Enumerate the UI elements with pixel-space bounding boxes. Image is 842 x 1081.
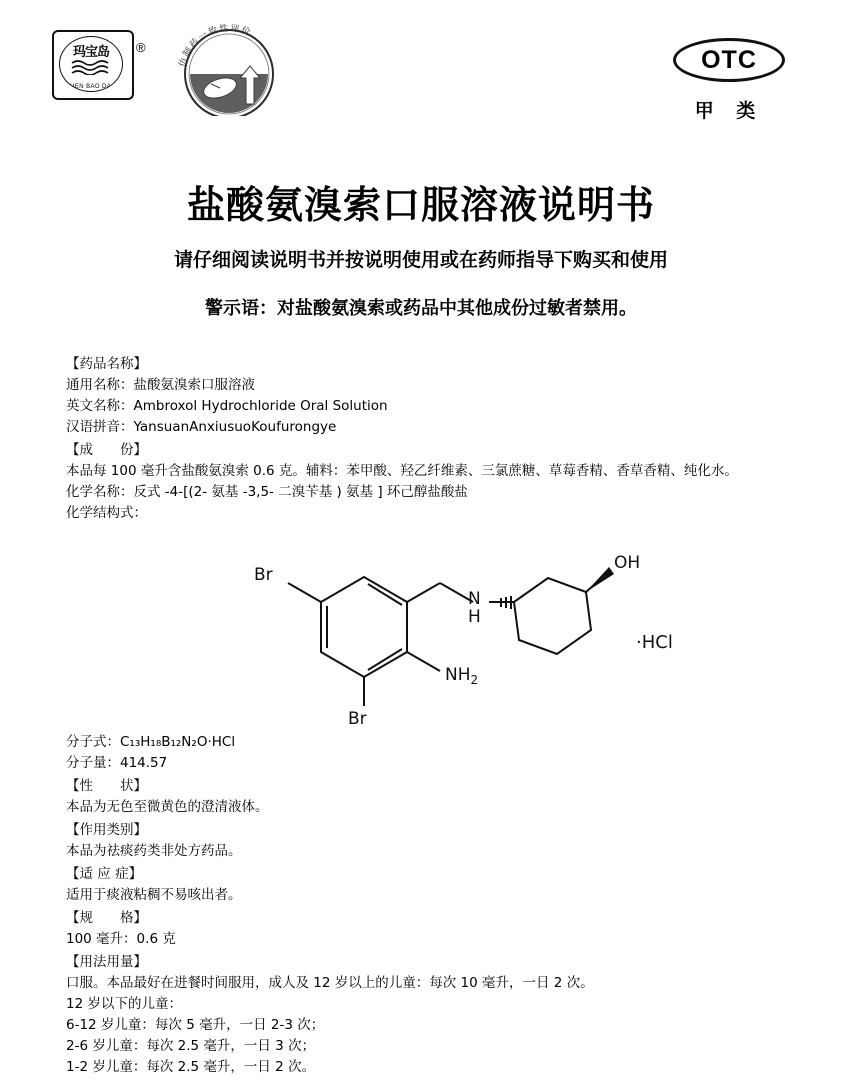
dosage-line-5: 1-2 岁儿童：每次 2.5 毫升，一日 2 次。	[66, 1059, 316, 1075]
spec-text: 100 毫升：0.6 克	[66, 931, 176, 947]
dosage-line-4: 2-6 岁儿童：每次 2.5 毫升，一日 3 次；	[66, 1038, 316, 1054]
otc-label: OTC	[673, 38, 785, 82]
category-text: 本品为祛痰药类非处方药品。	[66, 843, 242, 859]
label-nh-h: H	[468, 607, 481, 627]
dosage-line-1: 口服。本品最好在进餐时间服用，成人及 12 岁以上的儿童：每次 10 毫升，一日 2 次。	[66, 975, 594, 991]
logo-chinese-text: 玛宝岛	[72, 45, 109, 60]
chemical-name-row	[66, 482, 776, 503]
generic-name-row	[66, 375, 776, 396]
section-head-ingredients: 【成 份】	[66, 442, 147, 458]
registered-trademark-icon: ®	[136, 40, 146, 55]
label-br-bottom: Br	[348, 709, 367, 725]
dosage-line-3: 6-12 岁儿童：每次 5 毫升，一日 2-3 次；	[66, 1017, 325, 1033]
english-name-label: 英文名称：	[66, 398, 134, 414]
molecular-formula-row	[66, 732, 776, 753]
pinyin-value: YansuanAnxiusuoKoufurongye	[133, 419, 337, 435]
label-br-left: Br	[254, 565, 273, 585]
section-head-category: 【作用类别】	[66, 822, 147, 838]
molecular-weight-value: 414.57	[120, 755, 168, 771]
property-text: 本品为无色至微黄色的澄清液体。	[66, 799, 269, 815]
section-head-dosage: 【用法用量】	[66, 954, 147, 970]
molecular-weight-label: 分子量：	[66, 755, 120, 771]
label-hcl: ·HCl	[636, 632, 673, 653]
header	[0, 0, 842, 150]
label-nh2: $NH_2$	[445, 665, 479, 687]
section-head-property: 【性 状】	[66, 778, 147, 794]
generic-name-label: 通用名称：	[66, 377, 134, 393]
section-head-drug-name: 【药品名称】	[66, 356, 147, 372]
pinyin-row	[66, 417, 776, 438]
consistency-evaluation-seal	[170, 24, 288, 116]
structure-label: 化学结构式：	[66, 505, 147, 521]
english-name-row	[66, 396, 776, 417]
section-head-indication: 【适 应 症】	[66, 866, 143, 882]
title-block	[0, 174, 842, 320]
molecular-formula-value: C₁₃H₁₈B₁₂N₂O·HCl	[120, 734, 236, 750]
insert-body	[66, 354, 776, 1078]
logo-inner-circle	[59, 36, 123, 92]
molecular-weight-row	[66, 753, 776, 774]
logo-english-text: SHEN BAO DAO	[65, 84, 117, 90]
chemical-name-value: 反式 -4-[(2- 氨基 -3,5- 二溴苄基 ) 氨基 ] 环己醇盐酸盐	[133, 484, 468, 500]
page-title: 盐酸氨溴索口服溶液说明书	[186, 183, 655, 227]
brand-logo	[52, 30, 146, 102]
warning-statement: 警示语：对盐酸氨溴索或药品中其他成份过敏者禁用。	[205, 298, 637, 319]
svg-text:仿制药一致性评价: 仿制药一致性评价	[177, 24, 253, 69]
chemical-structure-diagram	[66, 530, 776, 730]
label-oh: OH	[614, 553, 641, 573]
section-head-spec: 【规 格】	[66, 910, 147, 926]
english-name-value: Ambroxol Hydrochloride Oral Solution	[133, 398, 388, 414]
otc-mark	[664, 38, 794, 123]
pinyin-label: 汉语拼音：	[66, 419, 134, 435]
indication-text: 适用于痰液粘稠不易咳出者。	[66, 887, 242, 903]
molecular-formula-label: 分子式：	[66, 734, 120, 750]
dosage-line-2: 12 岁以下的儿童：	[66, 996, 182, 1012]
logo-wave-icon	[70, 59, 114, 75]
label-n: N	[468, 589, 481, 609]
otc-category-label: 甲 类	[694, 100, 764, 122]
ingredients-text: 本品每 100 毫升含盐酸氨溴索 0.6 克。辅料：苯甲酸、羟乙纤维素、三氯蔗糖、草莓香精、香草香精、纯化水。	[66, 463, 738, 479]
chemical-name-label: 化学名称：	[66, 484, 134, 500]
generic-name-value: 盐酸氨溴索口服溶液	[133, 377, 255, 393]
title-subtitle: 请仔细阅读说明书并按说明使用或在药师指导下购买和使用	[173, 249, 668, 271]
